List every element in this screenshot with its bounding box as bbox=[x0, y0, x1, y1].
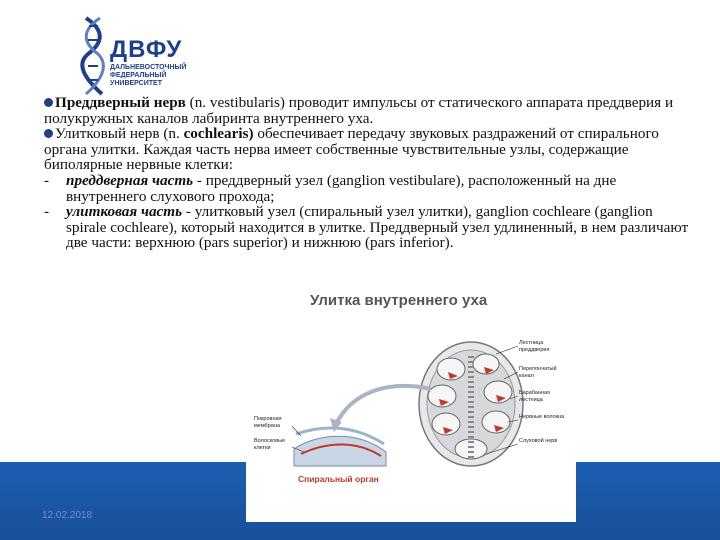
dna-helix-icon bbox=[80, 14, 110, 98]
list-item-vestibular-part bbox=[44, 173, 694, 204]
label-auditory-nerve: Слуховой нерв bbox=[519, 438, 558, 444]
body-text bbox=[44, 95, 694, 251]
label-scala-vestibuli: Лестница преддверия bbox=[519, 340, 550, 353]
slide-date: 12.02.2018 bbox=[42, 510, 93, 521]
cochlea-figure bbox=[246, 284, 576, 522]
label-nerve-fibers: Нервные волокна bbox=[519, 414, 565, 420]
bullet-icon bbox=[44, 98, 53, 107]
list-item-cochlear-part bbox=[44, 204, 694, 251]
cochlear-nerve-desc: обеспечивает передачу звуковых раздражений от спирального органа улитки. Каждая часть нерва имеет собственные чувствительные узлы, содержащие биполярные нервные клетки: bbox=[44, 125, 659, 174]
vestibular-part-term: преддверная часть bbox=[66, 171, 194, 189]
university-logo bbox=[80, 14, 200, 98]
cochlea-illustration bbox=[246, 284, 576, 522]
paragraph-vestibular bbox=[44, 95, 694, 126]
dash-marker: - bbox=[44, 171, 50, 189]
logo-title: ДВФУ bbox=[110, 36, 183, 63]
cochlear-part-term: улитковая часть bbox=[66, 203, 183, 221]
bullet-icon bbox=[44, 129, 53, 138]
vestibular-part-desc: - преддверный узел (ganglion vestibulare), расположенный на дне внутреннего слухового прохода; bbox=[66, 171, 617, 205]
vestibular-nerve-term: Преддверный нерв bbox=[55, 94, 186, 111]
label-scala-tympani: Барабанная лестница bbox=[519, 390, 550, 403]
paragraph-cochlear bbox=[44, 126, 694, 173]
figure-caption: Спиральный орган bbox=[298, 474, 379, 484]
label-tectorial-membrane: Покровная мембрана bbox=[254, 416, 282, 429]
cochlear-nerve-term: cochlearis) bbox=[183, 125, 254, 143]
vestibular-nerve-desc: (n. vestibularis) проводит импульсы от статического аппарата преддверия и полукружных каналов лабиринта внутреннего уха. bbox=[44, 94, 674, 127]
label-hair-cells: Волосковые клетки bbox=[254, 438, 286, 451]
cochlear-part-desc: - улитковый узел (спиральный узел улитки), ganglion cochleare (ganglion spirale cochleare), который находится в улитке. Преддверный узел удлиненный, в нем различают две части: верхнюю (pars superior) и нижнюю (pars inferior). bbox=[66, 203, 689, 252]
logo-subtitle: ДАЛЬНЕВОСТОЧНЫЙ ФЕДЕРАЛЬНЫЙ УНИВЕРСИТЕТ bbox=[110, 64, 187, 87]
dash-marker: - bbox=[44, 203, 50, 221]
label-cochlear-duct: Перепончатый канал bbox=[519, 366, 557, 379]
cochlear-nerve-start: Улитковый нерв (n. bbox=[55, 125, 184, 143]
figure-title: Улитка внутреннего уха bbox=[310, 292, 488, 309]
